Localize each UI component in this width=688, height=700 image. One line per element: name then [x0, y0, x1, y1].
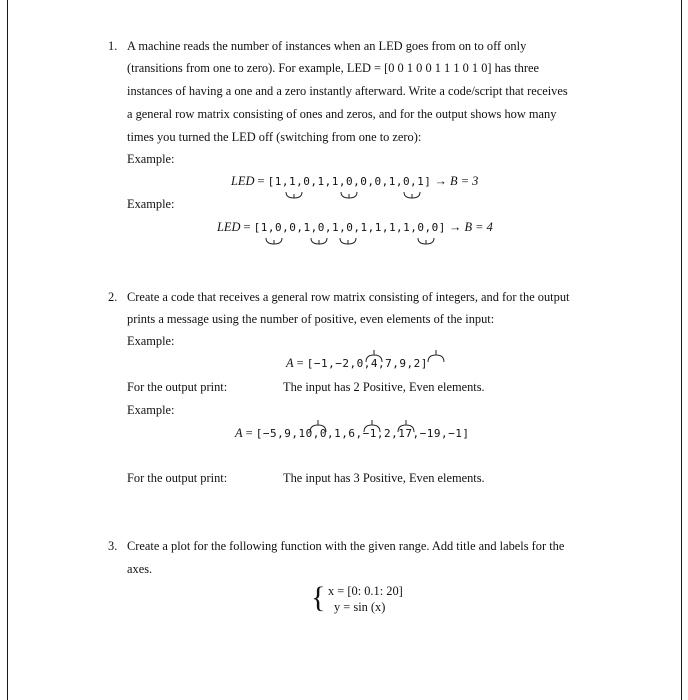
- q1-ex1-eq: =: [254, 174, 268, 188]
- q2-example-label: Example:: [127, 334, 175, 348]
- q2-output-label-2: For the output print:: [127, 471, 228, 485]
- q1-ex2-eq: =: [240, 220, 254, 234]
- q2-output-label: For the output print:: [127, 380, 228, 394]
- q2-ex1-eq: =: [293, 356, 307, 370]
- transition-mark-6: [340, 238, 356, 244]
- q1-ex1-arrow: →: [431, 174, 451, 188]
- q1-line-4: a general row matrix consisting of ones and zeros, and for the output shows how many: [127, 107, 557, 121]
- transition-mark-3: [404, 192, 420, 198]
- q2-ex2-eq: =: [242, 426, 256, 440]
- q2-output-2: The input has 3 Positive, Even elements.: [283, 471, 485, 485]
- q1-ex2-vector: [1,0,0,1,0,1,0,1,1,1,1,0,0]: [253, 221, 446, 234]
- q3-line-2: axes.: [127, 562, 153, 576]
- q2-number: 2.: [108, 290, 118, 304]
- q1-line-2: (transitions from one to zero). For example, LED = [0 0 1 0 0 1 1 1 0 1 0] has three: [127, 61, 539, 75]
- even-mark-5: [398, 420, 414, 432]
- q1-example-label: Example:: [127, 152, 175, 166]
- q2-example-label-2: Example:: [127, 403, 175, 417]
- q1-ex1-result: B = 3: [450, 174, 479, 188]
- even-mark-1: [366, 350, 382, 362]
- q2-ex2-lhs: A: [235, 426, 243, 440]
- q2-line-1: Create a code that receives a general row matrix consisting of integers, and for the output: [127, 290, 570, 304]
- q3-number: 3.: [108, 539, 118, 553]
- q1-ex2-result: B = 4: [464, 220, 493, 234]
- q1-ex1-vector: [1,1,0,1,1,0,0,0,1,0,1]: [267, 175, 432, 188]
- transition-mark-2: [341, 192, 357, 198]
- q2-output-1: The input has 2 Positive, Even elements.: [283, 380, 485, 394]
- q3-sys-2: y = sin (x): [334, 600, 386, 614]
- q1-line-3: instances of having a one and a zero instantly afterward. Write a code/script that receives: [127, 84, 568, 98]
- system-brace: {: [311, 581, 326, 614]
- transition-mark-4: [266, 238, 282, 244]
- q1-ex2-arrow: →: [445, 220, 465, 234]
- even-mark-3: [310, 420, 326, 432]
- q1-ex2-lhs: LED: [217, 220, 241, 234]
- even-mark-2: [428, 350, 444, 362]
- q1-line-1: A machine reads the number of instances when an LED goes from on to off only: [127, 39, 527, 53]
- q2-ex2-vector: [−5,9,10,0,1,6,−1,2,17,−19,−1]: [255, 427, 470, 440]
- q2-ex1-vector: [−1,−2,0,4,7,9,2]: [306, 357, 428, 370]
- q1-ex1-lhs: LED: [231, 174, 255, 188]
- transition-mark-5: [311, 238, 327, 244]
- transition-mark-1: [286, 192, 302, 198]
- q1-example-label-2: Example:: [127, 197, 175, 211]
- q1-line-5: times you turned the LED off (switching from one to zero):: [127, 130, 422, 144]
- q1-number: 1.: [108, 39, 118, 53]
- q3-sys-1: x = [0: 0.1: 20]: [328, 584, 403, 598]
- q2-line-2: prints a message using the number of positive, even elements of the input:: [127, 312, 495, 326]
- even-mark-4: [364, 420, 380, 432]
- transition-mark-7: [418, 238, 434, 244]
- q2-ex1-lhs: A: [286, 356, 294, 370]
- q3-line-1: Create a plot for the following function with the given range. Add title and labels for the: [127, 539, 565, 553]
